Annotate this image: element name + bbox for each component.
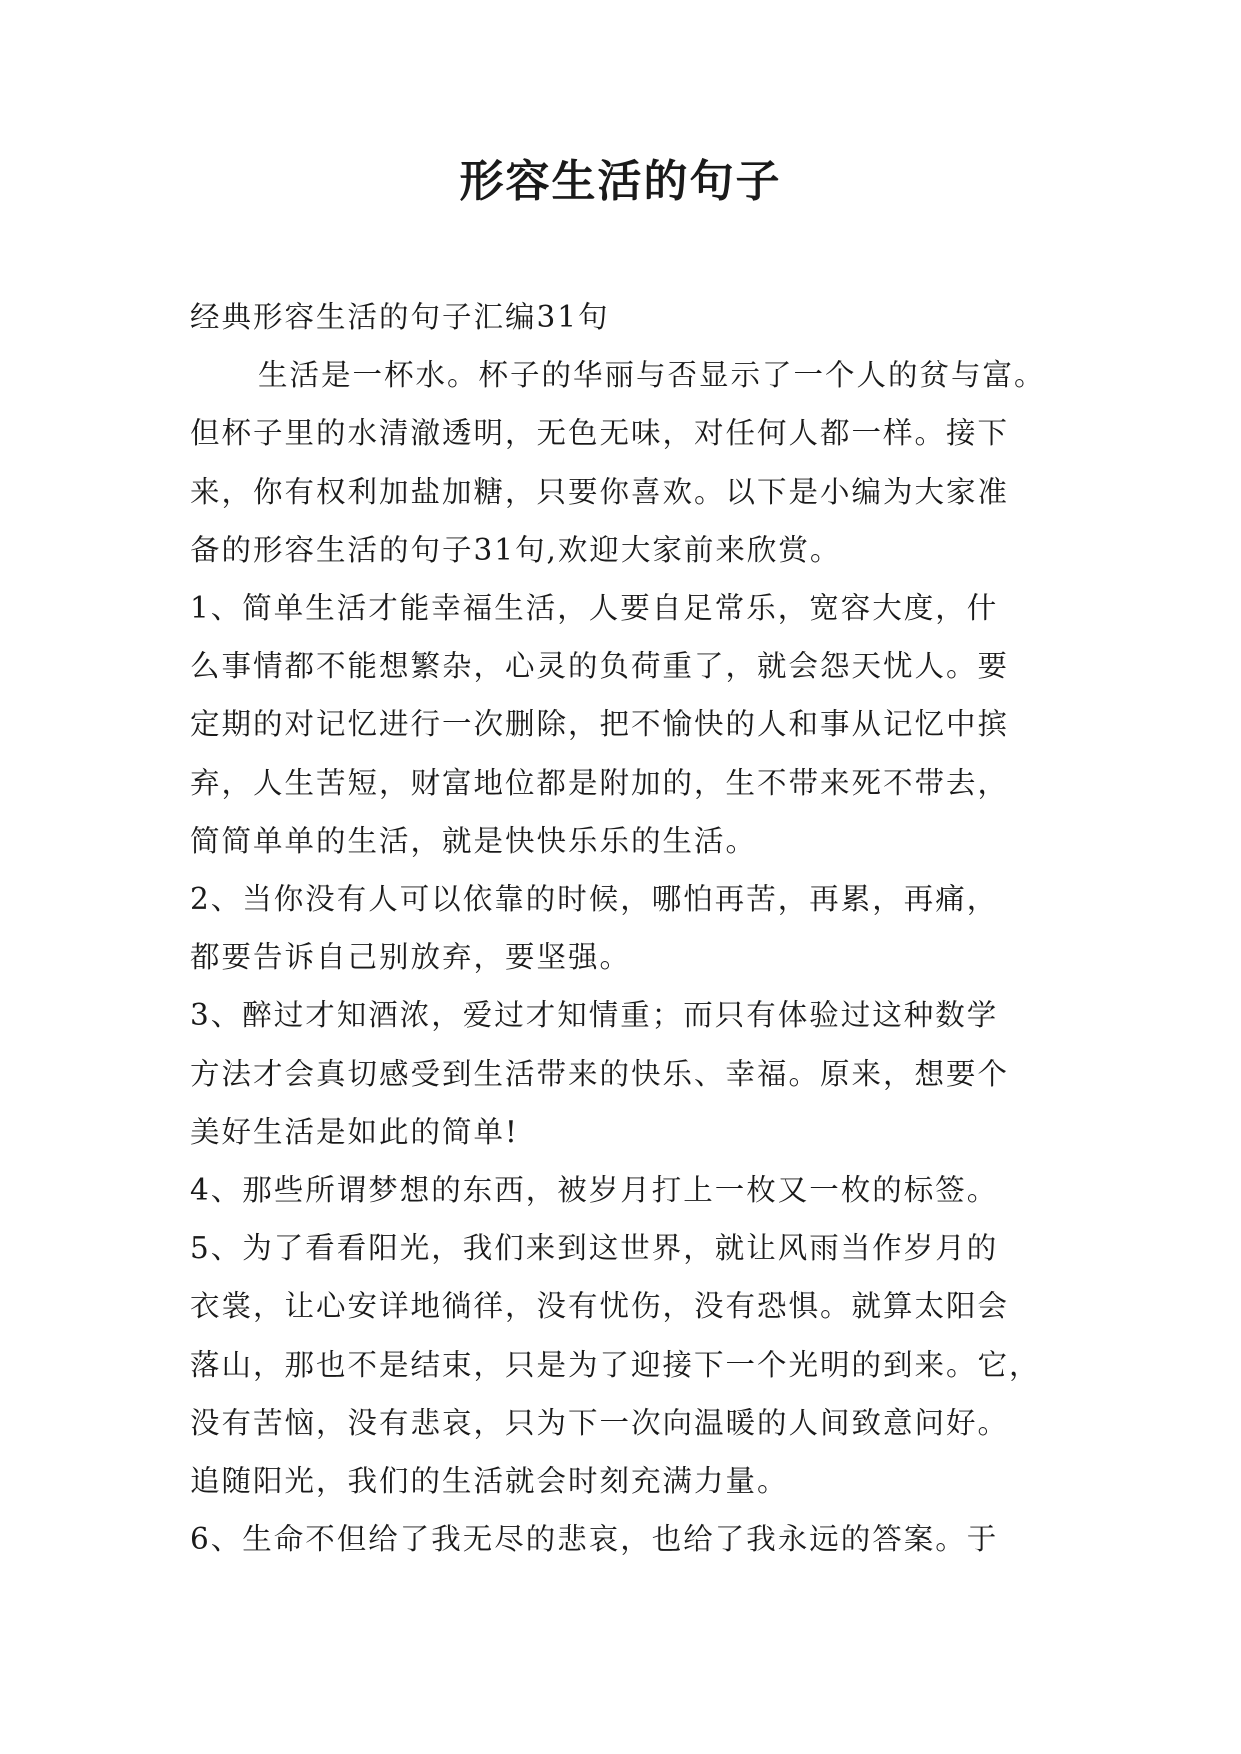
list-item-2 [190, 870, 1060, 986]
intro-line: 来，你有权利加盐加糖，只要你喜欢。以下是小编为大家准 [190, 474, 1010, 509]
list-item-3 [190, 986, 1060, 1161]
document-body [190, 288, 1060, 1568]
list-item-line: 2、当你没有人可以依靠的时候，哪怕再苦，再累，再痛， [190, 882, 999, 917]
list-item-5 [190, 1219, 1060, 1510]
intro-paragraph [190, 346, 1060, 579]
list-item-line: 美好生活是如此的简单! [190, 1114, 519, 1149]
list-item-line: 没有苦恼，没有悲哀，只为下一次向温暖的人间致意问好。 [190, 1405, 1010, 1440]
list-item-line: 定期的对记忆进行一次删除，把不愉快的人和事从记忆中摈 [190, 707, 1010, 742]
document-title: 形容生活的句子 [459, 156, 782, 207]
list-item-line: 么事情都不能想繁杂，心灵的负荷重了，就会怨天忧人。要 [190, 649, 1010, 684]
intro-line: 备的形容生活的句子31句,欢迎大家前来欣赏。 [190, 532, 842, 567]
list-item-line: 方法才会真切感受到生活带来的快乐、幸福。原来，想要个 [190, 1056, 1010, 1091]
intro-line: 但杯子里的水清澈透明，无色无味，对任何人都一样。接下 [190, 416, 1010, 451]
intro-line: 生活是一杯水。杯子的华丽与否显示了一个人的贫与富。 [258, 358, 1046, 393]
list-item-line: 落山，那也不是结束，只是为了迎接下一个光明的到来。它， [190, 1347, 1041, 1382]
list-item-line: 1、简单生活才能幸福生活，人要自足常乐，宽容大度，什 [190, 591, 999, 626]
list-item-6 [190, 1510, 1060, 1568]
list-item-line: 3、醉过才知酒浓，爱过才知情重；而只有体验过这种数学 [190, 998, 999, 1033]
list-item-4 [190, 1161, 1060, 1219]
list-item-line: 弃，人生苦短，财富地位都是附加的，生不带来死不带去， [190, 765, 1010, 800]
list-item-line: 追随阳光，我们的生活就会时刻充满力量。 [190, 1464, 789, 1499]
list-item-line: 4、那些所谓梦想的东西，被岁月打上一枚又一枚的标签。 [190, 1173, 999, 1208]
list-item-1 [190, 579, 1060, 870]
list-item-line: 6、生命不但给了我无尽的悲哀，也给了我永远的答案。于 [190, 1522, 999, 1557]
list-item-line: 简简单单的生活，就是快快乐乐的生活。 [190, 823, 758, 858]
list-item-line: 衣裳，让心安详地徜徉，没有忧伤，没有恐惧。就算太阳会 [190, 1289, 1010, 1324]
document-subtitle: 经典形容生活的句子汇编31句 [190, 300, 610, 334]
list-item-line: 5、为了看看阳光，我们来到这世界，就让风雨当作岁月的 [190, 1231, 999, 1266]
list-item-line: 都要告诉自己别放弃，要坚强。 [190, 940, 632, 975]
